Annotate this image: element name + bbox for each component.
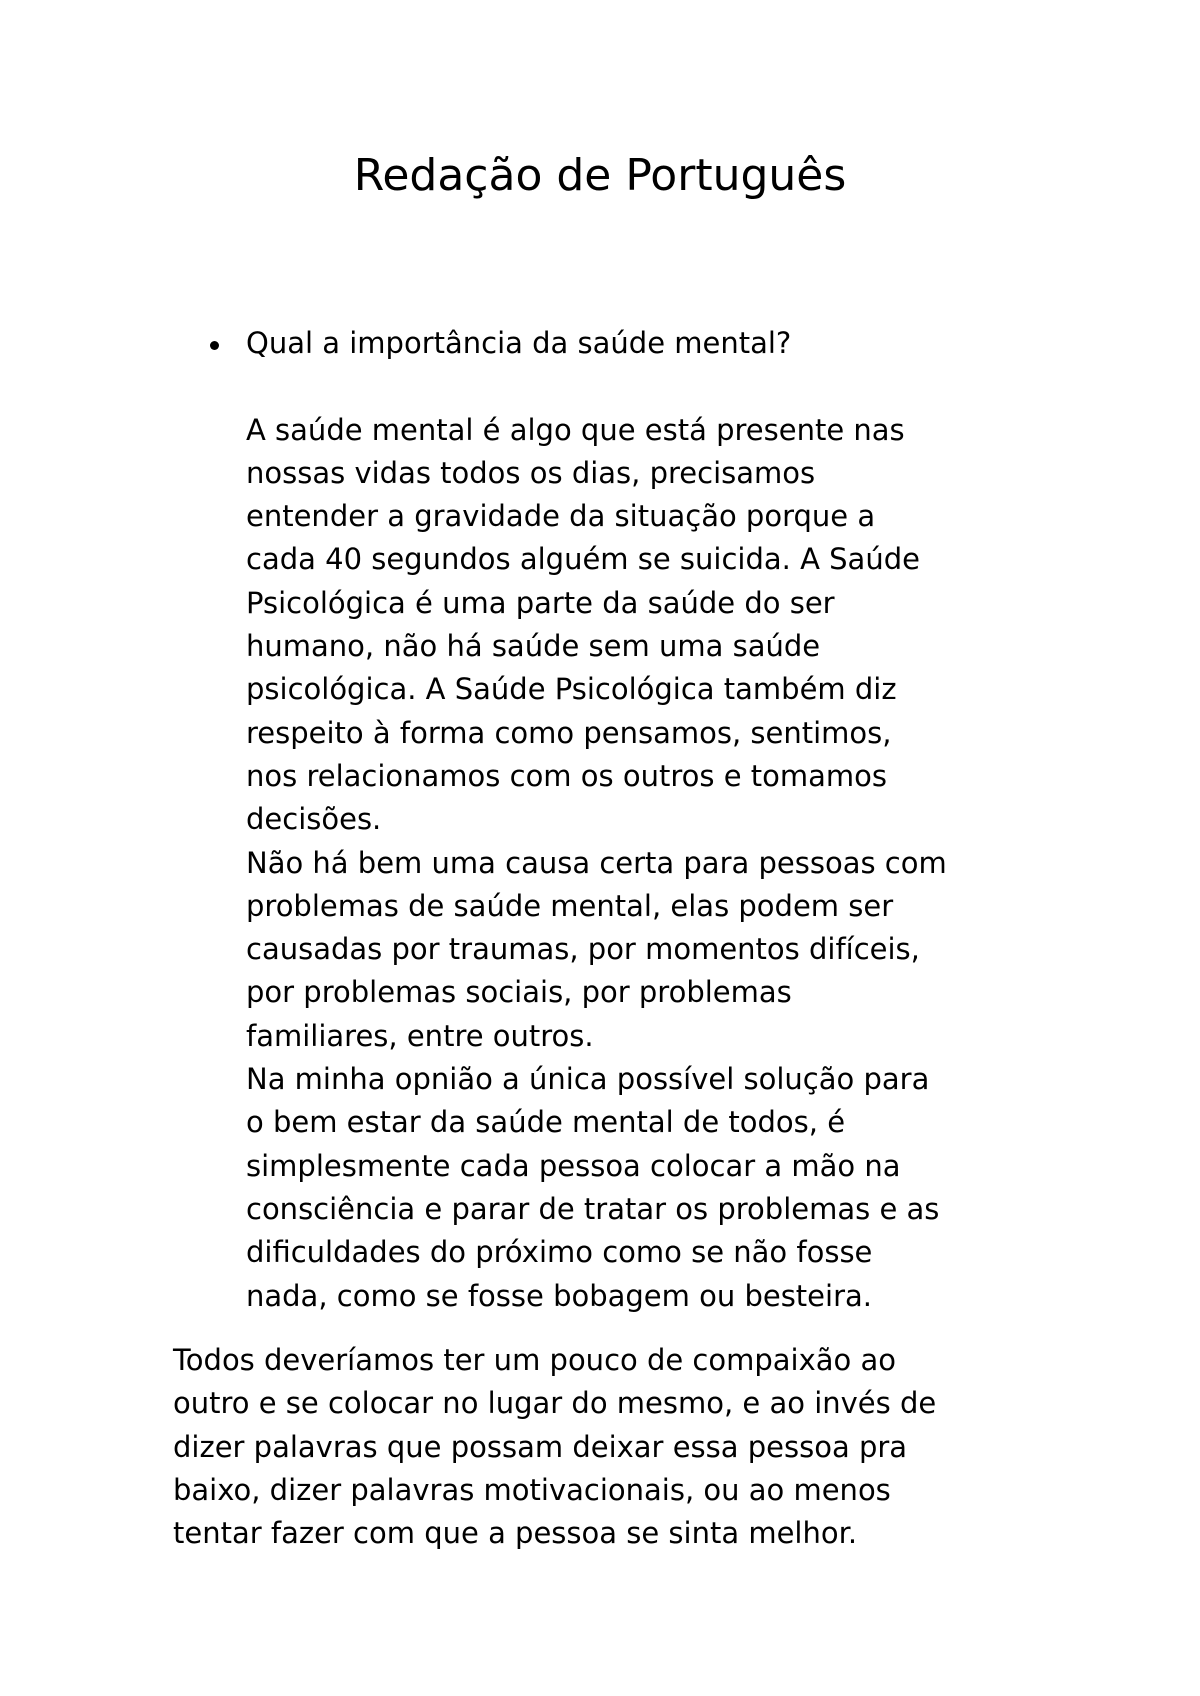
closing-line: baixo, dizer palavras motivacionais, ou ao menos (173, 1472, 891, 1507)
answer-line: entender a gravidade da situação porque a (246, 499, 876, 534)
answer-line: cada 40 segundos alguém se suicida. A Saúde (246, 542, 920, 577)
closing-line: tentar fazer com que a pessoa se sinta melhor. (173, 1516, 858, 1551)
answer-line: causadas por traumas, por momentos difíceis, (246, 932, 920, 967)
answer-line: nada, como se fosse bobagem ou besteira. (246, 1278, 872, 1313)
answer-line: nos relacionamos com os outros e tomamos (246, 758, 887, 793)
answer-line: simplesmente cada pessoa colocar a mão na (246, 1148, 901, 1183)
answer-line: familiares, entre outros. (246, 1018, 594, 1053)
closing-line: Todos deveríamos ter um pouco de compaixão ao (173, 1343, 897, 1377)
answer-line: Na minha opnião a única possível solução para (246, 1062, 930, 1097)
answer-line: consciência e parar de tratar os problemas e as (246, 1191, 940, 1226)
question-list-item (246, 322, 1046, 1318)
answer-line: problemas de saúde mental, elas podem ser (246, 888, 894, 923)
answer-line: por problemas sociais, por problemas (246, 975, 792, 1010)
closing-line: outro e se colocar no lugar do mesmo, e ao invés de (173, 1386, 937, 1421)
document-title: Redação de Português (353, 150, 847, 201)
closing-paragraph (173, 1339, 1073, 1555)
answer-line: humano, não há saúde sem uma saúde (246, 629, 821, 664)
answer-line: Psicológica é uma parte da saúde do ser (246, 585, 835, 620)
answer-line: Não há bem uma causa certa para pessoas com (246, 845, 947, 880)
answer-line: psicológica. A Saúde Psicológica também diz (246, 672, 897, 707)
question-text: Qual a importância da saúde mental? (246, 326, 792, 360)
answer-line: respeito à forma como pensamos, sentimos, (246, 715, 892, 750)
answer-body (246, 409, 1046, 1318)
bullet-icon (210, 341, 219, 350)
answer-line: dificuldades do próximo como se não fosse (246, 1235, 873, 1270)
answer-line: nossas vidas todos os dias, precisamos (246, 455, 816, 490)
blank-line (246, 365, 1046, 408)
closing-line: dizer palavras que possam deixar essa pessoa pra (173, 1429, 908, 1464)
answer-line: A saúde mental é algo que está presente nas (246, 412, 905, 447)
answer-line: decisões. (246, 802, 382, 837)
answer-line: o bem estar da saúde mental de todos, é (246, 1105, 846, 1140)
